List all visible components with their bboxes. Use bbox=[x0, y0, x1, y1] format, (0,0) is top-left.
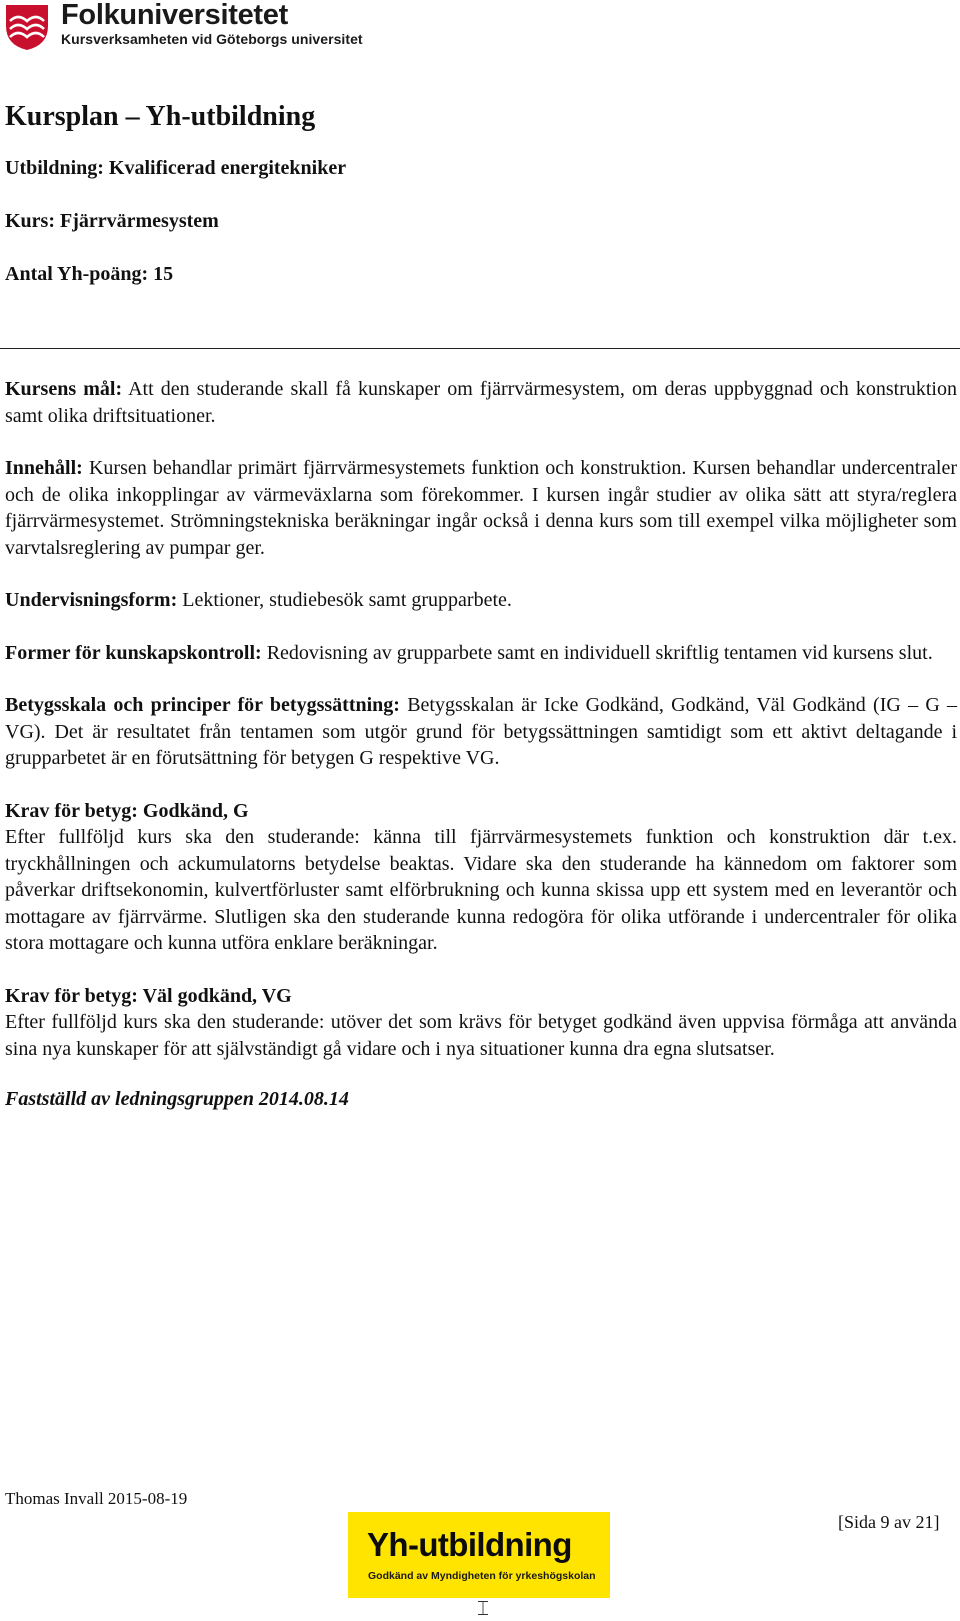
yh-utbildning-badge bbox=[348, 1512, 610, 1598]
grading-section bbox=[5, 692, 957, 772]
course-content bbox=[5, 376, 957, 1111]
pass-requirements-text: Efter fullföljd kurs ska den studerande: känna till fjärrvärmesystemets funktion och konstruktion där t.ex. tryckhållningen och ackumulatorns betydelse beaktas. Vidare ska den studerande ha kännedom om faktorer som påverkar driftsekonomin, kulvertförluster samt elförbrukning och kunna skissa upp ett system med en leverantör och mottagare av fjärrvärme. Slutligen ska den studerande kunna redogöra för olika utförande i undercentraler för olika stora mottagare och kunna utföra enklare beräkningar. bbox=[5, 826, 957, 954]
program-line: Utbildning: Kvalificerad energitekniker bbox=[5, 157, 347, 179]
page-title: Kursplan – Yh-utbildning bbox=[5, 101, 316, 132]
content-section bbox=[5, 455, 957, 561]
pass-requirements-heading: Krav för betyg: Godkänd, G bbox=[5, 799, 249, 822]
grading-label: Betygsskala och principer för betygssättning: bbox=[5, 694, 400, 716]
distinction-requirements-section bbox=[5, 983, 957, 1063]
points-line: Antal Yh-poäng: 15 bbox=[5, 263, 174, 285]
grading-text: Betygsskalan är Icke Godkänd, Godkänd, Väl Godkänd (IG – G – VG). Det är resultatet från tentamen som utgör grund för betygssättningen samtidigt som ett aktivt deltagande i grupparbetet är en förutsättning för betygen G respektive VG. bbox=[5, 694, 958, 769]
goals-section bbox=[5, 376, 957, 429]
header-logo bbox=[4, 0, 364, 52]
assessment-section bbox=[5, 640, 957, 667]
text-cursor-icon: ⌶ bbox=[477, 1598, 489, 1620]
page-bracket-left: [ bbox=[838, 1512, 844, 1532]
badge-subtitle: Godkänd av Myndigheten för yrkeshögskolan bbox=[368, 1570, 596, 1582]
folkuniversitetet-emblem-icon bbox=[4, 1, 50, 51]
page-number-text: Sida 9 av 21 bbox=[844, 1512, 934, 1532]
teaching-section bbox=[5, 587, 957, 614]
content-text: Kursen behandlar primärt fjärrvärmesystemets funktion och konstruktion. Kursen behandlar undercentraler och de olika inkopplingar av värmeväxlarna som förekommer. I kursen ingår studier av olika sätt att styra/reglera fjärrvärmesystemet. Strömningstekniska beräkningar ingår också i denna kurs som till exempel vilka möjligheter som varvtalsreglering av pumpar ger. bbox=[5, 457, 957, 559]
distinction-requirements-text: Efter fullföljd kurs ska den studerande: utöver det som krävs för betyget godkänd även uppvisa förmåga att använda sina nya kunskaper för att självständigt gå vidare och i nya situationer kunna dra egna slutsatser. bbox=[5, 1011, 957, 1060]
badge-title: Yh-utbildning bbox=[367, 1526, 572, 1563]
header-divider bbox=[0, 348, 960, 349]
teaching-label: Undervisningsform: bbox=[5, 589, 178, 611]
org-subtitle: Kursverksamheten vid Göteborgs universitet bbox=[61, 31, 363, 47]
page-bracket-right: ] bbox=[933, 1512, 940, 1532]
distinction-requirements-heading: Krav för betyg: Väl godkänd, VG bbox=[5, 984, 292, 1007]
footer-author-date: Thomas Invall 2015-08-19 bbox=[5, 1489, 188, 1508]
goals-text: Att den studerande skall få kunskaper om fjärrvärmesystem, om deras uppbyggnad och konstruktion samt olika driftsituationer. bbox=[5, 378, 957, 427]
course-line: Kurs: Fjärrvärmesystem bbox=[5, 210, 219, 232]
assessment-label: Former för kunskapskontroll: bbox=[5, 641, 262, 664]
org-name: Folkuniversitetet bbox=[61, 0, 288, 31]
pass-requirements-section bbox=[5, 798, 957, 957]
assessment-text: Redovisning av grupparbete samt en individuell skriftlig tentamen vid kursens slut. bbox=[266, 641, 933, 664]
established-note: Fastställd av ledningsgruppen 2014.08.14 bbox=[5, 1088, 349, 1110]
teaching-text: Lektioner, studiebesök samt grupparbete. bbox=[182, 589, 512, 611]
page-number bbox=[838, 1512, 940, 1533]
goals-label: Kursens mål: bbox=[5, 378, 123, 400]
content-label: Innehåll: bbox=[5, 457, 83, 479]
